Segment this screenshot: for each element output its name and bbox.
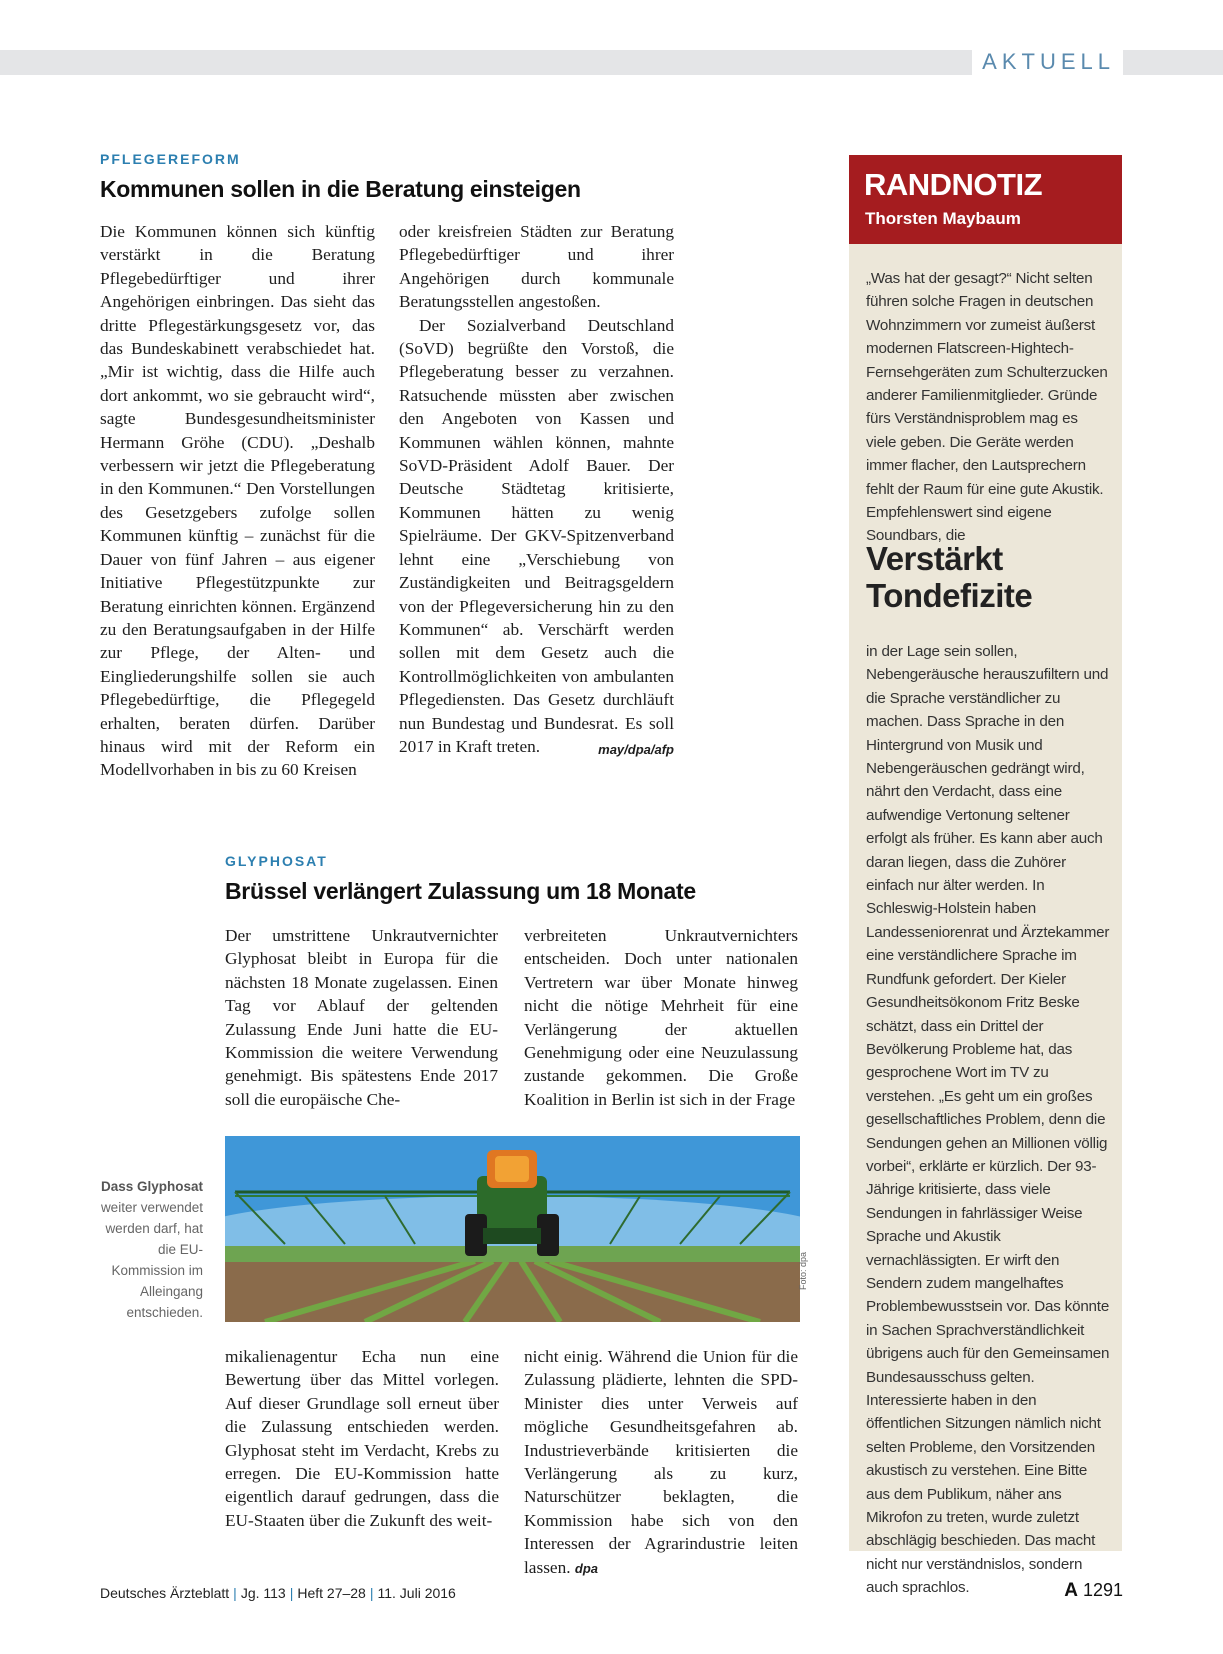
article1-col2-para1: oder kreisfreien Städten zur Beratung Pflegebedürftiger und ihrer Angehörigen durch kommunale Beratungsstellen angestoßen. (399, 222, 674, 312)
footer-separator: | (233, 1585, 237, 1601)
section-label: AKTUELL (972, 48, 1123, 76)
article2-top-column-1 (225, 924, 498, 1111)
article1-col2-para2-text: Der Sozialverband Deutschland (SoVD) begrüßte den Vorstoß, die Pflegeberatung besser zu verzahnen. Ratsuchende müssten aber zwischen den Angeboten von Kassen und Kommunen wählen können, mahnte SoVD-Präsident Adolf Bauer. Der Deutsche Städtetag kritisierte, Kommunen hätten zu wenig Spielräume. Der GKV-Spitzenverband lehnt eine „Verschiebung von Zuständigkeiten und Beitragsgeldern von der Pflegeversicherung hin zu den Kommunen“ ab. Verschärft werden sollen mit dem Gesetz auch die Kontrollmöglichkeiten von ambulanten Pflegediensten. Das Gesetz durchläuft nun Bundestag und Bundesrat. Es soll 2017 in Kraft treten. (399, 315, 674, 756)
randnotiz-headline-line2: Tondefizite (866, 577, 1033, 614)
tractor-spraying-photo (225, 1136, 800, 1322)
article2-bottom-col2-para (524, 1345, 798, 1580)
article1-column-1 (100, 220, 375, 782)
randnotiz-headline-line1: Verstärkt (866, 540, 1003, 577)
randnotiz-headline (866, 540, 1032, 614)
randnotiz-author: Thorsten Maybaum (865, 209, 1021, 228)
article2-top-col1-text: Der umstrittene Unkrautvernichter Glyphosat bleibt in Europa für die nächsten 18 Monate zugelassen. Einen Tag vor Ablauf der geltenden Zulassung Ende Juni hatte die EU-Kommission die weitere Verwendung genehmigt. Bis spätestens Ende 2017 soll die europäische Che- (225, 926, 498, 1109)
page-number (1064, 1580, 1123, 1602)
footer-date: 11. Juli 2016 (377, 1585, 456, 1601)
article2-kicker: GLYPHOSAT (225, 853, 328, 869)
article1-column-2 (399, 220, 674, 761)
page-prefix: A (1064, 1580, 1078, 1601)
article1-kicker: PFLEGEREFORM (100, 151, 241, 167)
photo-caption (100, 1176, 203, 1323)
footer-issue: Heft 27–28 (297, 1585, 366, 1601)
footer-separator: | (289, 1585, 294, 1601)
article1-signature: may/dpa/afp (598, 741, 674, 757)
article2-bottom-column-2 (524, 1345, 798, 1580)
article2-bottom-column-1 (225, 1345, 499, 1532)
randnotiz-text-1: „Was hat der gesagt?“ Nicht selten führen solche Fragen in deutschen Wohnzimmern vor zumeist äußerst modernen Flatscreen-Hightech-Fernsehgeräten zum Schulterzucken anderer Familienmitglieder. Gründe fürs Verständnisproblem mag es viele geben. Die Geräte werden immer flacher, den Lautsprechern fehlt der Raum für eine gute Akustik. Empfehlenswert sind eigene Soundbars, die (866, 270, 1108, 545)
footer-separator: | (369, 1585, 374, 1601)
footer-volume: Jg. 113 (240, 1585, 286, 1601)
article2-bottom-col1-text: mikalienagentur Echa nun eine Bewertung über das Mittel vorlegen. Auf dieser Grundlage soll erneut über die Zulassung entschieden werden. Glyphosat steht im Verdacht, Krebs zu erregen. Die EU-Kommission hatte eigentlich darauf gedrungen, dass die EU-Staaten über die Zukunft des weit- (225, 1347, 499, 1530)
article1-col2-para2 (399, 314, 674, 759)
article1-title: Kommunen sollen in die Beratung einsteigen (100, 176, 581, 202)
photo-credit: Foto: dpa (798, 1251, 808, 1290)
article1-col1-text: Die Kommunen können sich künftig verstärkt in die Beratung Pflegebedürftiger und ihrer Angehörigen einbringen. Das sieht das dritte Pflegestärkungsgesetz vor, das das Bundeskabinett verabschiedet hat. „Mir ist wichtig, dass die Hilfe auch dort ankommt, wo sie gebraucht wird“, sagte Bundesgesundheitsminister Hermann Gröhe (CDU). „Deshalb verbessern wir jetzt die Pflegeberatung in den Kommunen.“ Den Vorstellungen des Gesetzgebers zufolge sollen Kommunen künftig – zunächst für die Dauer von fünf Jahren – aus eigener Initiative Pflegestützpunkte zur Beratung einrichten können. Ergänzend zu den Beratungsaufgaben in der Hilfe zur Pflege, der Alten- und Eingliederungshilfe sollen sie auch Pflegebedürftige, die Pflegegeld erhalten, beraten dürfen. Darüber hinaus wird mit der Reform ein Modellvorhaben in bis zu 60 Kreisen (100, 222, 375, 780)
tractor-illustration (225, 1136, 800, 1322)
randnotiz-label: RANDNOTIZ (864, 167, 1043, 202)
footer-journal: Deutsches Ärzteblatt (100, 1585, 230, 1601)
article2-title: Brüssel verlängert Zulassung um 18 Monate (225, 878, 696, 904)
randnotiz-header (849, 155, 1122, 244)
page-number-value: 1291 (1082, 1580, 1123, 1600)
article2-top-col2-text: verbreiteten Unkrautvernichters entscheiden. Doch unter nationalen Vertretern war über Monate hinweg nicht die nötige Mehrheit für eine Verlängerung der aktuellen Genehmigung oder eine Neuzulassung zustande gekommen. Die Große Koalition in Berlin ist sich in der Frage (524, 926, 798, 1109)
caption-bold: Dass Glyphosat (100, 1179, 203, 1194)
article2-top-column-2 (524, 924, 798, 1111)
randnotiz-text-2: in der Lage sein sollen, Nebengeräusche herauszufiltern und die Sprache verständlicher zu machen. Dass Sprache in den Hintergrund von Musik und Nebengeräuschen gedrängt wird, nährt den Verdacht, dass eine aufwendige Vertonung seltener erfolgt als früher. Es kann aber auch daran liegen, dass die Zuhörer einfach nur älter werden. In Schleswig-Holstein haben Landesseniorenrat und Ärztekammer eine verständlichere Sprache im Rundfunk gefordert. Der Kieler Gesundheitsökonom Fritz Beske schätzt, dass ein Drittel der Bevölkerung Probleme hat, das gesprochene Wort im TV zu verstehen. „Es geht um ein großes gesellschaftliches Problem, denn die Sendungen gehen an Millionen völlig vorbei“, erklärte er kürzlich. Der 93-Jährige kritisierte, dass viele Sendungen in fahrlässiger Weise Sprache und Akustik vernachlässigten. Er wirft den Sendern zudem mangelhaftes Problembewusstsein vor. Das könnte in Sachen Sprachverständlichkeit übrigens auch für den Gemeinsamen Bundesausschuss gelten. Interessierte haben in den öffentlichen Sitzungen nämlich nicht selten Probleme, den Vorsitzenden akustisch zu verstehen. Eine Bitte aus dem Publikum, näher ans Mikrofon zu treten, wurde zuletzt abschlägig beschieden. Das macht nicht nur verständnislos, sondern auch sprachlos. (866, 643, 1110, 1597)
article2-bottom-col2-text: nicht einig. Während die Union für die Zulassung plädierte, lehnten die SPD-Minister dies unter Verweis auf mögliche Gesundheitsgefahren ab. Industrieverbände kritisierten die Verlängerung als zu kurz, Naturschützer beklagten, die Kommission habe sich von den Interessen der Agrarindustrie leiten lassen. (524, 1347, 798, 1577)
page-footer (100, 1585, 456, 1601)
caption-text: weiter verwendet werden darf, hat die EU-Kommission im Alleingang entschieden. (100, 1200, 203, 1320)
article2-signature: dpa (574, 1560, 599, 1576)
